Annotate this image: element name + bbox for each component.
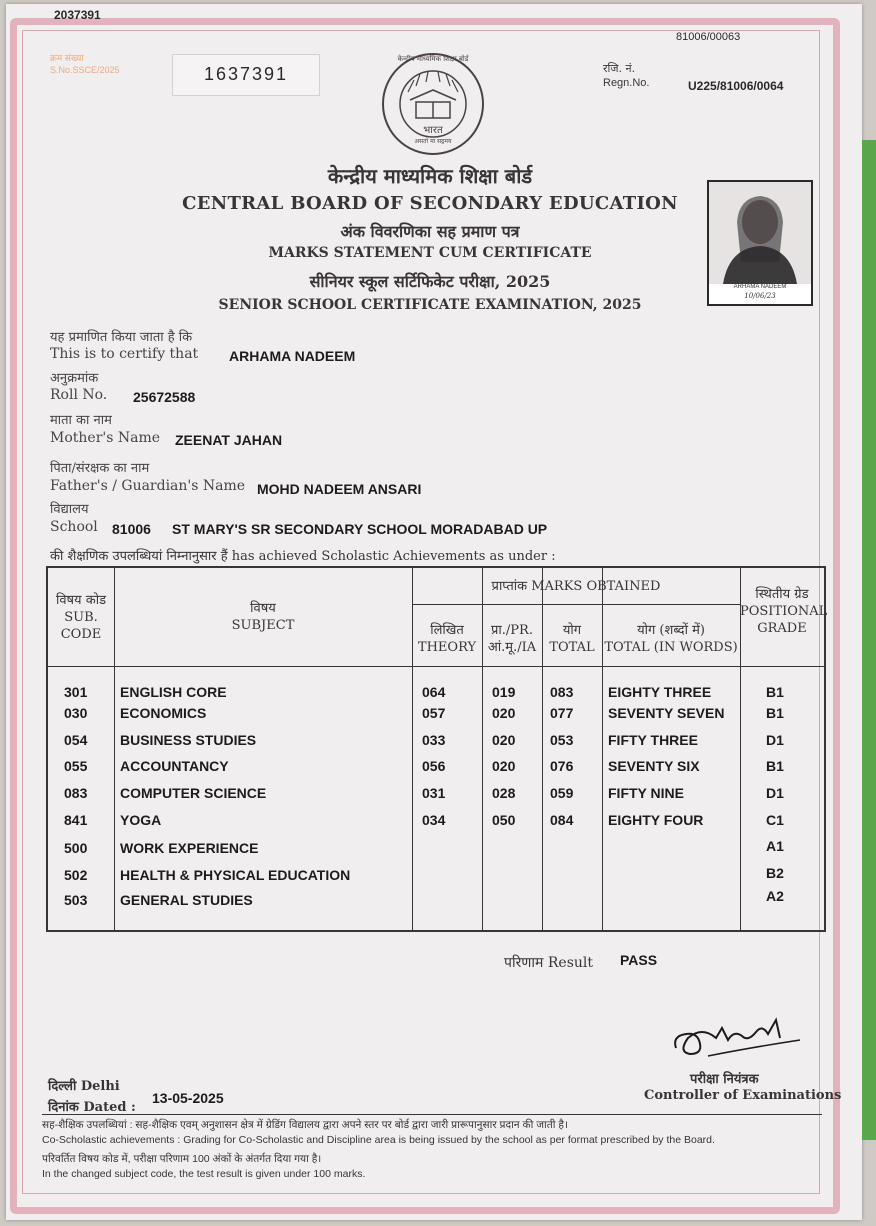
cell-grade: D1 [766,732,784,748]
cell-grade: A2 [766,888,784,904]
serial-stamp-line1: क्रम संख्या [50,53,84,63]
header-practical [482,622,542,656]
cell-subject: WORK EXPERIENCE [120,840,259,856]
cell-ia: 020 [492,758,516,774]
controller-signature [668,1008,808,1068]
cell-subject: GENERAL STUDIES [120,892,253,908]
header-theory-hi: लिखित [430,623,464,638]
cell-subject: COMPUTER SCIENCE [120,785,267,801]
cell-subject: ECONOMICS [120,705,207,721]
controller-title-hindi: परीक्षा नियंत्रक [690,1072,759,1087]
cell-words: SEVENTY SIX [608,758,700,774]
serial-stamp [50,52,120,76]
cell-total: 077 [550,705,574,721]
cell-code: 055 [64,758,88,774]
header-grade-hi: स्थितीय ग्रेड [755,587,809,602]
student-photo [707,180,813,306]
school-label-hindi: विद्यालय [50,502,89,517]
background-edge [862,140,876,1140]
cell-code: 841 [64,812,88,828]
table-row [48,812,824,832]
mother-name: ZEENAT JAHAN [175,432,283,448]
registration-number: U225/81006/0064 [688,79,784,93]
mother-label-hindi: माता का नाम [50,413,112,428]
student-name: ARHAMA NADEEM [229,348,356,364]
cell-subject: YOGA [120,812,162,828]
issue-date: 13-05-2025 [152,1090,224,1106]
serial-number-box: 1637391 [172,54,320,96]
exam-title-english: SENIOR SCHOOL CERTIFICATE EXAMINATION, 2025 [218,297,642,313]
footnote-line4: In the changed subject code, the test result is given under 100 marks. [42,1168,366,1180]
table-row [48,758,824,778]
header-grade [740,586,828,637]
father-label-hindi: पिता/संरक्षक का नाम [50,461,150,476]
footnote-line3: परिवर्तित विषय कोड में, परीक्षा परिणाम 100 अंकों के अंतर्गत दिया गया है। [42,1153,322,1165]
roll-number: 25672588 [133,389,196,405]
cell-theory: 033 [422,732,446,748]
header-total-hi: योग [562,623,582,638]
father-label: Father's / Guardian's Name [50,478,246,494]
cell-theory: 031 [422,785,446,801]
cell-ia: 020 [492,705,516,721]
cell-theory: 034 [422,812,446,828]
registration-label [603,62,649,90]
cell-grade: B1 [766,758,784,774]
cell-grade: B1 [766,684,784,700]
serial-stamp-line2: S.No.SSCE/2025 [50,65,120,75]
cell-ia: 020 [492,732,516,748]
cell-ia: 050 [492,812,516,828]
cell-code: 030 [64,705,88,721]
cell-total: 083 [550,684,574,700]
controller-title-english: Controller of Examinations [644,1088,842,1103]
registration-label-en: Regn.No. [603,77,650,89]
header-subject-en: SUBJECT [231,618,295,633]
emblem-middle-text: भारत [423,125,443,136]
result-label-hi: परिणाम [504,955,544,971]
cell-words: EIGHTY FOUR [608,812,704,828]
date-label-hi: दिनांक [48,1100,79,1115]
footnote-divider [42,1114,822,1115]
exam-title-hindi: सीनियर स्कूल सर्टिफिकेट परीक्षा, 2025 [309,272,551,291]
photo-caption-date: 10/06/23 [744,292,776,300]
cell-words: EIGHTY THREE [608,684,712,700]
cell-words: SEVENTY SEVEN [608,705,725,721]
cell-theory: 057 [422,705,446,721]
cell-code: 054 [64,732,88,748]
header-sub-code-en1: SUB. [64,610,98,625]
school-name: ST MARY'S SR SECONDARY SCHOOL MORADABAD UP [172,521,548,537]
signature-icon [668,1008,808,1068]
school-code: 81006 [112,521,151,537]
cell-total: 059 [550,785,574,801]
cell-subject: BUSINESS STUDIES [120,732,257,748]
cell-grade: B1 [766,705,784,721]
header-grade-en2: GRADE [757,621,807,636]
header-total-words [602,622,740,656]
emblem-motto: असतो मा सद्गमय [414,138,452,145]
table-row [48,867,824,887]
cell-words: FIFTY NINE [608,785,684,801]
header-total-words-en: TOTAL (IN WORDS) [604,640,738,655]
cell-ia: 028 [492,785,516,801]
board-name-english: CENTRAL BOARD OF SECONDARY EDUCATION [182,193,678,214]
mother-label: Mother's Name [50,430,161,446]
footnote-line1: सह-शैक्षिक उपलब्धियां : सह-शैक्षिक एवम् अनुशासन क्षेत्र में ग्रेडिंग विद्यालय द्वारा अपने स्तर पर बोर्ड द्वारा जारी प्रारूपानुसार प्रदान की जाती है। [42,1119,568,1131]
table-row [48,840,824,860]
cell-total: 084 [550,812,574,828]
cell-theory: 064 [422,684,446,700]
board-name-hindi: केन्द्रीय माध्यमिक शिक्षा बोर्ड [327,164,533,188]
certify-label: This is to certify that [50,346,199,362]
achievement-line [50,546,556,564]
result-label [504,953,593,972]
header-subject [114,600,412,634]
cell-code: 500 [64,840,88,856]
header-theory [412,622,482,656]
table-row [48,888,824,912]
result-value: PASS [620,952,658,968]
table-row [48,705,824,725]
emblem-top-text: केन्द्रीय माध्यमिक शिक्षा बोर्ड [397,55,469,63]
header-grade-en1: POSITIONAL [740,604,828,619]
cell-code: 502 [64,867,88,883]
school-label: School [50,519,98,535]
photo-caption-name: ARHAMA NADEEM [733,284,787,290]
cell-code: 503 [64,892,88,908]
header-subject-hi: विषय [250,601,276,616]
place-label [48,1076,120,1094]
header-practical-en: आं.मू./IA [487,640,537,655]
student-photo-icon [709,182,811,284]
header-sub-code [48,592,114,643]
cell-theory: 056 [422,758,446,774]
roll-label: Roll No. [50,387,108,403]
cell-grade: C1 [766,812,784,828]
cell-subject: HEALTH & PHYSICAL EDUCATION [120,867,351,883]
achievement-hindi: की शैक्षणिक उपलब्धियां निम्नानुसार हैं [50,549,228,564]
result-label-en: Result [547,955,594,971]
registration-label-hi: रजि. नं. [603,62,636,75]
certify-label-hindi: यह प्रमाणित किया जाता है कि [50,330,193,345]
cell-subject: ACCOUNTANCY [120,758,229,774]
header-total-words-hi: योग (शब्दों में) [637,623,705,638]
header-marks-obtained: प्राप्तांक MARKS OBTAINED [491,579,661,594]
table-row [48,684,824,704]
top-right-serial: 81006/00063 [676,31,741,43]
top-left-serial: 2037391 [54,8,101,22]
table-row [48,785,824,805]
header-sub-code-en2: CODE [60,627,102,642]
cell-grade: A1 [766,838,784,854]
document-title-english: MARKS STATEMENT CUM CERTIFICATE [268,245,592,261]
header-total-en: TOTAL [549,640,595,655]
document-title-hindi: अंक विवरणिका सह प्रमाण पत्र [340,222,520,241]
place-hi: दिल्ली [48,1079,77,1094]
cell-subject: ENGLISH CORE [120,684,227,700]
cell-grade: B2 [766,865,784,881]
date-label [48,1097,136,1115]
cell-total: 053 [550,732,574,748]
cell-code: 083 [64,785,88,801]
roll-label-hindi: अनुक्रमांक [50,371,99,386]
marks-table [46,566,826,932]
header-total [542,622,602,656]
table-row [48,732,824,752]
place-en: Delhi [80,1079,120,1094]
cbse-emblem [380,52,486,156]
date-label-en: Dated : [83,1100,136,1115]
header-sub-code-hi: विषय कोड [55,593,107,608]
achievement-english: has achieved Scholastic Achievements as under : [231,549,556,564]
father-name: MOHD NADEEM ANSARI [257,481,422,497]
cell-total: 076 [550,758,574,774]
footnote-line2: Co-Scholastic achievements : Grading for Co-Scholastic and Discipline area is being issued by the school as per format prescribed by the Board. [42,1134,715,1146]
cell-ia: 019 [492,684,516,700]
header-practical-hi: प्रा./PR. [491,623,533,638]
cell-grade: D1 [766,785,784,801]
cell-words: FIFTY THREE [608,732,698,748]
header-theory-en: THEORY [417,640,477,655]
cell-code: 301 [64,684,88,700]
